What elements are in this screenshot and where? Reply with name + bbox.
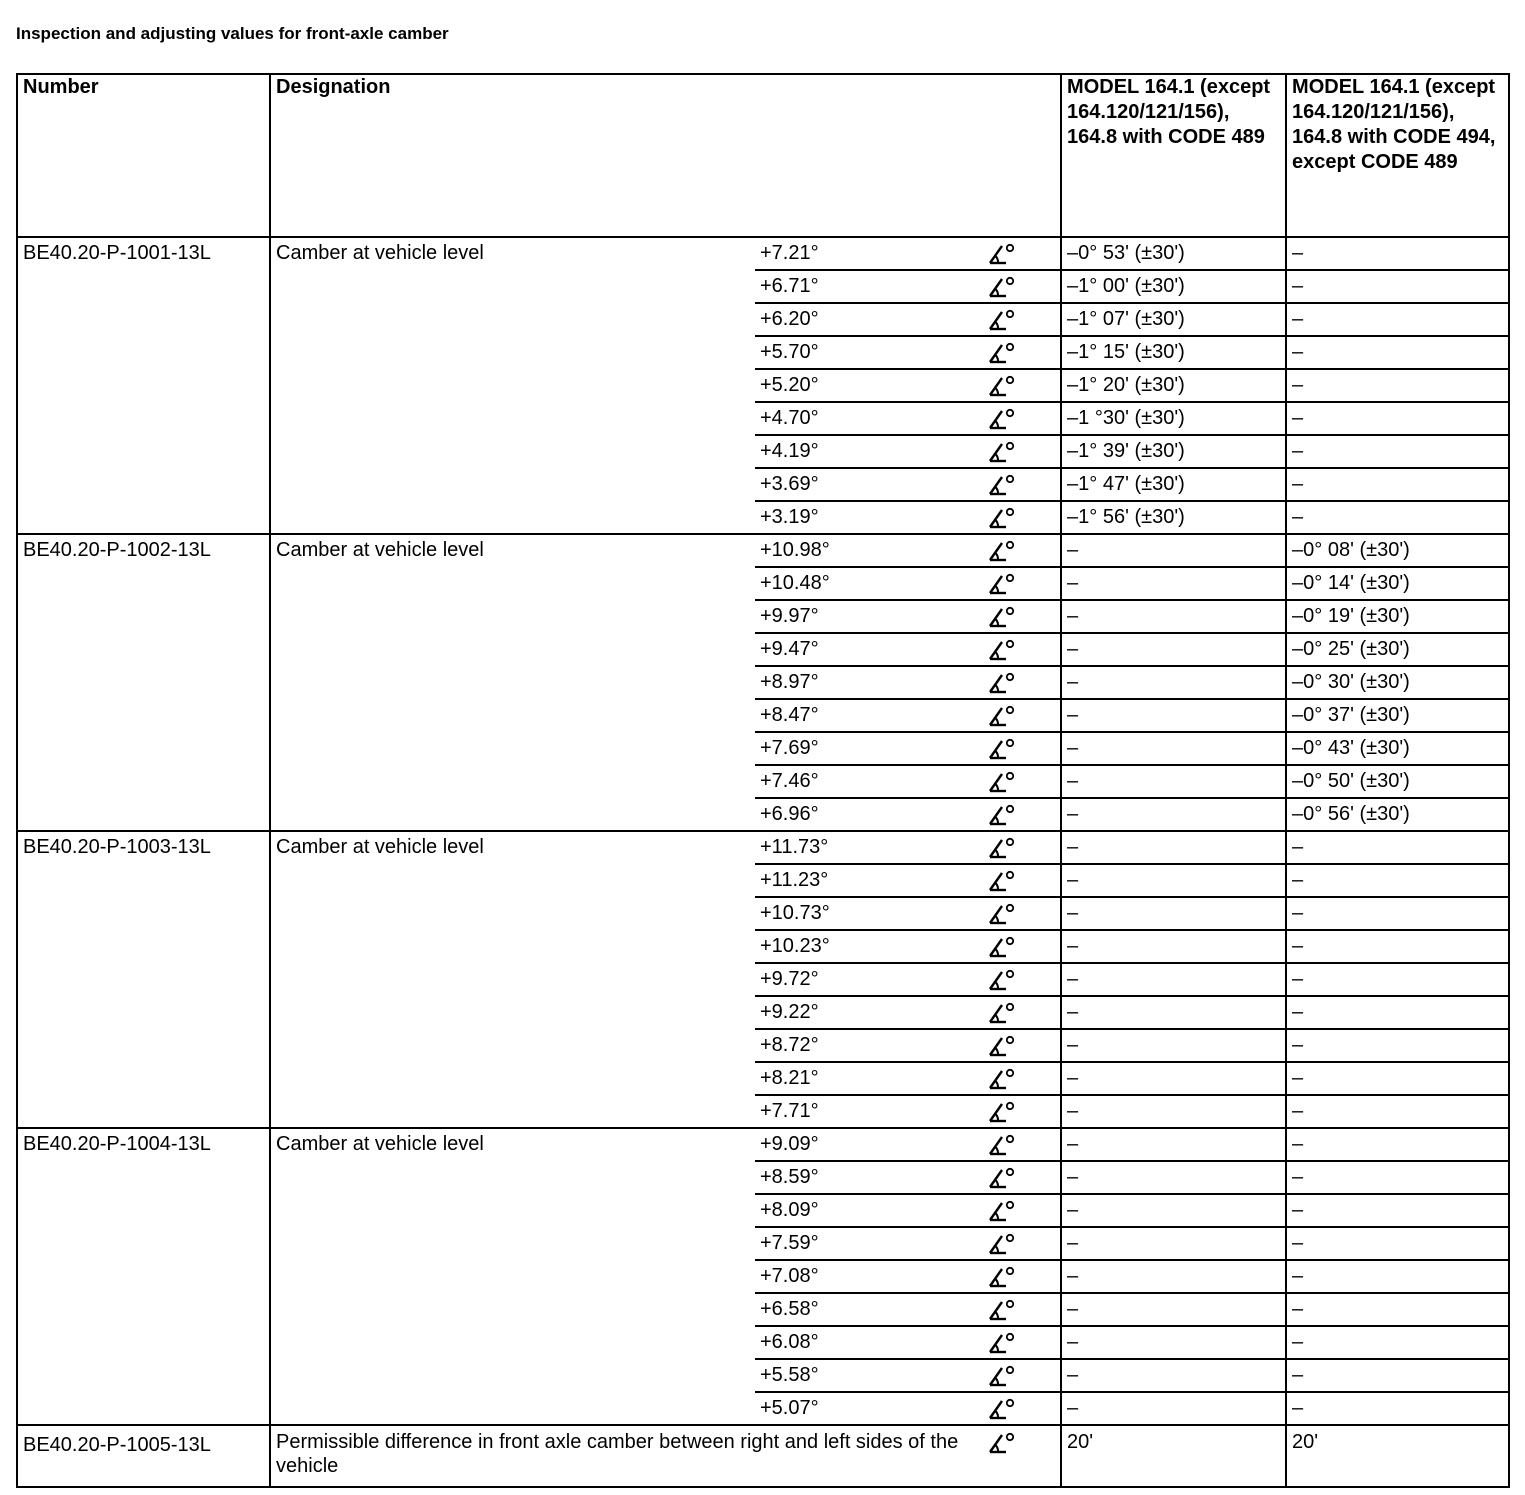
angle-unit-cell [981, 369, 1061, 402]
angle-unit-cell [981, 1392, 1061, 1425]
caster-value: +6.71° [755, 270, 981, 303]
model-1-camber-value: – [1061, 1392, 1286, 1425]
caster-value: +8.72° [755, 1029, 981, 1062]
caster-value: +6.96° [755, 798, 981, 831]
angle-unit-cell [981, 732, 1061, 765]
angle-unit-cell [981, 501, 1061, 534]
model-1-camber-value: –1° 20' (±30') [1061, 369, 1286, 402]
designation-text: Camber at vehicle level [276, 1133, 484, 1155]
caster-value: +11.23° [755, 864, 981, 897]
model-1-camber-value: – [1061, 1359, 1286, 1392]
model-1-camber-value: – [1061, 1260, 1286, 1293]
camber-angle-degree-icon [986, 1199, 1016, 1223]
camber-angle-degree-icon [986, 506, 1016, 530]
camber-angle-degree-icon [986, 869, 1016, 893]
angle-unit-cell [981, 567, 1061, 600]
camber-angle-degree-icon [986, 242, 1016, 266]
model-1-camber-value: – [1061, 798, 1286, 831]
model-2-camber-value: – [1286, 1029, 1509, 1062]
model-1-camber-value: –1° 15' (±30') [1061, 336, 1286, 369]
model-2-camber-value: – [1286, 864, 1509, 897]
model-2-camber-value: – [1286, 336, 1509, 369]
caster-value: +10.73° [755, 897, 981, 930]
cell-number [17, 831, 270, 1128]
model-1-camber-value: –1 °30' (±30') [1061, 402, 1286, 435]
part-number: BE40.20-P-1003-13L [23, 836, 211, 858]
angle-unit-cell [981, 600, 1061, 633]
cell-number [17, 534, 270, 831]
angle-unit-cell [981, 402, 1061, 435]
camber-angle-degree-icon [986, 605, 1016, 629]
cell-number [17, 1425, 270, 1487]
model-1-camber-value: –1° 39' (±30') [1061, 435, 1286, 468]
camber-angle-degree-icon [986, 407, 1016, 431]
angle-unit-cell [981, 1062, 1061, 1095]
model-1-camber-value: – [1061, 1062, 1286, 1095]
caster-value: +10.98° [755, 534, 981, 567]
cell-designation [270, 534, 755, 831]
camber-angle-degree-icon [986, 935, 1016, 959]
caster-value: +6.58° [755, 1293, 981, 1326]
model-2-camber-value: – [1286, 501, 1509, 534]
model-2-camber-value: 20' [1286, 1425, 1509, 1487]
caster-value: +9.72° [755, 963, 981, 996]
model-2-camber-value: – [1286, 1128, 1509, 1161]
part-number: BE40.20-P-1002-13L [23, 539, 211, 561]
designation-text: Camber at vehicle level [276, 836, 484, 858]
camber-angle-degree-icon [986, 638, 1016, 662]
camber-angle-degree-icon [986, 1133, 1016, 1157]
camber-angle-degree-icon [986, 902, 1016, 926]
camber-angle-degree-icon [986, 770, 1016, 794]
camber-angle-degree-icon [986, 1166, 1016, 1190]
cell-designation [270, 831, 755, 1128]
model-2-camber-value: – [1286, 1260, 1509, 1293]
table-header-row [17, 74, 1509, 237]
model-1-camber-value: – [1061, 699, 1286, 732]
angle-unit-cell [981, 1128, 1061, 1161]
camber-angle-degree-icon [986, 1067, 1016, 1091]
model-2-camber-value: –0° 56' (±30') [1286, 798, 1509, 831]
angle-unit-cell [981, 1194, 1061, 1227]
model-2-camber-value: –0° 08' (±30') [1286, 534, 1509, 567]
model-2-camber-value: – [1286, 1062, 1509, 1095]
cell-designation [270, 1425, 981, 1487]
model-2-camber-value: – [1286, 468, 1509, 501]
angle-unit-cell [981, 1260, 1061, 1293]
camber-angle-degree-icon [986, 440, 1016, 464]
camber-angle-degree-icon [986, 1364, 1016, 1388]
angle-unit-cell [981, 633, 1061, 666]
angle-unit-cell [981, 1095, 1061, 1128]
angle-unit-cell [981, 699, 1061, 732]
caster-value: +9.97° [755, 600, 981, 633]
caster-value: +8.09° [755, 1194, 981, 1227]
angle-unit-cell [981, 666, 1061, 699]
model-1-camber-value: – [1061, 963, 1286, 996]
camber-angle-degree-icon [986, 968, 1016, 992]
angle-unit-cell [981, 798, 1061, 831]
caster-value: +9.47° [755, 633, 981, 666]
model-2-camber-value: – [1286, 1326, 1509, 1359]
camber-angle-degree-icon [986, 275, 1016, 299]
model-2-camber-value: – [1286, 369, 1509, 402]
model-2-camber-value: – [1286, 1359, 1509, 1392]
camber-angle-degree-icon [986, 374, 1016, 398]
camber-angle-degree-icon [986, 1298, 1016, 1322]
angle-unit-cell [981, 303, 1061, 336]
camber-angle-degree-icon [986, 1001, 1016, 1025]
model-2-camber-value: –0° 30' (±30') [1286, 666, 1509, 699]
model-1-camber-value: – [1061, 1326, 1286, 1359]
caster-value: +9.22° [755, 996, 981, 1029]
caster-value: +8.97° [755, 666, 981, 699]
caster-value: +7.71° [755, 1095, 981, 1128]
model-2-camber-value: – [1286, 1227, 1509, 1260]
camber-angle-degree-icon [986, 803, 1016, 827]
camber-angle-degree-icon [986, 341, 1016, 365]
camber-angle-degree-icon [986, 572, 1016, 596]
angle-unit-cell [981, 897, 1061, 930]
caster-value: +8.47° [755, 699, 981, 732]
model-1-camber-value: – [1061, 930, 1286, 963]
angle-unit-cell [981, 930, 1061, 963]
designation-text: Permissible difference in front axle camber between right and left sides of the vehicle [276, 1431, 959, 1477]
model-1-camber-value: – [1061, 996, 1286, 1029]
model-1-camber-value: – [1061, 666, 1286, 699]
angle-unit-cell [981, 336, 1061, 369]
angle-unit-cell [981, 1425, 1061, 1487]
model-1-camber-value: – [1061, 633, 1286, 666]
model-1-camber-value: – [1061, 765, 1286, 798]
table-row-permissible-difference [17, 1425, 1509, 1487]
angle-unit-cell [981, 1326, 1061, 1359]
angle-unit-cell [981, 468, 1061, 501]
camber-angle-degree-icon [986, 308, 1016, 332]
camber-angle-degree-icon [986, 1397, 1016, 1421]
angle-unit-cell [981, 534, 1061, 567]
angle-unit-cell [981, 270, 1061, 303]
angle-unit-cell [981, 963, 1061, 996]
camber-angle-degree-icon [986, 1265, 1016, 1289]
model-2-camber-value: –0° 14' (±30') [1286, 567, 1509, 600]
model-1-camber-value: – [1061, 897, 1286, 930]
caster-value: +5.58° [755, 1359, 981, 1392]
model-1-camber-value: – [1061, 567, 1286, 600]
model-1-camber-value: –1° 56' (±30') [1061, 501, 1286, 534]
model-1-camber-value: – [1061, 732, 1286, 765]
caster-value: +3.69° [755, 468, 981, 501]
model-2-camber-value: –0° 25' (±30') [1286, 633, 1509, 666]
camber-angle-degree-icon [986, 671, 1016, 695]
model-2-camber-value: –0° 19' (±30') [1286, 600, 1509, 633]
camber-values-table [16, 73, 1510, 1488]
caster-value: +5.07° [755, 1392, 981, 1425]
model-2-camber-value: – [1286, 963, 1509, 996]
caster-value: +10.48° [755, 567, 981, 600]
table-row [17, 831, 1509, 864]
camber-angle-degree-icon [986, 1431, 1016, 1455]
model-2-camber-value: –0° 43' (±30') [1286, 732, 1509, 765]
caster-value: +4.70° [755, 402, 981, 435]
part-number: BE40.20-P-1004-13L [23, 1133, 211, 1155]
model-2-camber-value: – [1286, 435, 1509, 468]
header-number: Number [17, 74, 270, 237]
caster-value: +10.23° [755, 930, 981, 963]
model-2-camber-value: – [1286, 1161, 1509, 1194]
caster-value: +9.09° [755, 1128, 981, 1161]
part-number: BE40.20-P-1005-13L [23, 1434, 211, 1456]
model-2-camber-value: – [1286, 996, 1509, 1029]
model-1-camber-value: – [1061, 864, 1286, 897]
caster-value: +4.19° [755, 435, 981, 468]
caster-value: +5.70° [755, 336, 981, 369]
angle-unit-cell [981, 831, 1061, 864]
header-designation: Designation [270, 74, 1061, 237]
model-2-camber-value: – [1286, 1194, 1509, 1227]
table-row [17, 237, 1509, 270]
camber-angle-degree-icon [986, 737, 1016, 761]
model-1-camber-value: – [1061, 1029, 1286, 1062]
model-1-camber-value: –0° 53' (±30') [1061, 237, 1286, 270]
caster-value: +7.69° [755, 732, 981, 765]
designation-text: Camber at vehicle level [276, 242, 484, 264]
angle-unit-cell [981, 237, 1061, 270]
model-2-camber-value: – [1286, 402, 1509, 435]
model-1-camber-value: – [1061, 1128, 1286, 1161]
caster-value: +6.08° [755, 1326, 981, 1359]
caster-value: +5.20° [755, 369, 981, 402]
model-2-camber-value: – [1286, 831, 1509, 864]
angle-unit-cell [981, 1161, 1061, 1194]
model-1-camber-value: – [1061, 1095, 1286, 1128]
model-1-camber-value: –1° 07' (±30') [1061, 303, 1286, 336]
model-1-camber-value: – [1061, 831, 1286, 864]
model-2-camber-value: – [1286, 237, 1509, 270]
model-2-camber-value: – [1286, 303, 1509, 336]
caster-value: +6.20° [755, 303, 981, 336]
camber-angle-degree-icon [986, 1100, 1016, 1124]
camber-angle-degree-icon [986, 1331, 1016, 1355]
angle-unit-cell [981, 435, 1061, 468]
model-2-camber-value: – [1286, 897, 1509, 930]
cell-designation [270, 1128, 755, 1425]
caster-value: +7.08° [755, 1260, 981, 1293]
header-model-2: MODEL 164.1 (except 164.120/121/156), 164.8 with CODE 494, except CODE 489 [1286, 74, 1509, 237]
caster-value: +3.19° [755, 501, 981, 534]
model-2-camber-value: – [1286, 270, 1509, 303]
model-2-camber-value: –0° 50' (±30') [1286, 765, 1509, 798]
model-1-camber-value: –1° 00' (±30') [1061, 270, 1286, 303]
caster-value: +11.73° [755, 831, 981, 864]
camber-angle-degree-icon [986, 836, 1016, 860]
angle-unit-cell [981, 1227, 1061, 1260]
model-1-camber-value: – [1061, 1194, 1286, 1227]
part-number: BE40.20-P-1001-13L [23, 242, 211, 264]
table-row [17, 1128, 1509, 1161]
angle-unit-cell [981, 765, 1061, 798]
model-2-camber-value: – [1286, 1095, 1509, 1128]
cell-designation [270, 237, 755, 534]
camber-angle-degree-icon [986, 1034, 1016, 1058]
camber-angle-degree-icon [986, 704, 1016, 728]
model-1-camber-value: – [1061, 1293, 1286, 1326]
model-1-camber-value: – [1061, 534, 1286, 567]
angle-unit-cell [981, 1029, 1061, 1062]
model-1-camber-value: – [1061, 600, 1286, 633]
angle-unit-cell [981, 996, 1061, 1029]
camber-angle-degree-icon [986, 1232, 1016, 1256]
designation-text: Camber at vehicle level [276, 539, 484, 561]
model-1-camber-value: –1° 47' (±30') [1061, 468, 1286, 501]
header-model-1: MODEL 164.1 (except 164.120/121/156), 164.8 with CODE 489 [1061, 74, 1286, 237]
model-1-camber-value: – [1061, 1227, 1286, 1260]
caster-value: +7.21° [755, 237, 981, 270]
caster-value: +7.46° [755, 765, 981, 798]
angle-unit-cell [981, 1359, 1061, 1392]
document-title: Inspection and adjusting values for front-axle camber [16, 24, 449, 43]
camber-angle-degree-icon [986, 539, 1016, 563]
table-body [17, 237, 1509, 1487]
cell-number [17, 1128, 270, 1425]
caster-value: +7.59° [755, 1227, 981, 1260]
model-1-camber-value: 20' [1061, 1425, 1286, 1487]
model-2-camber-value: – [1286, 1293, 1509, 1326]
model-2-camber-value: –0° 37' (±30') [1286, 699, 1509, 732]
model-2-camber-value: – [1286, 1392, 1509, 1425]
angle-unit-cell [981, 864, 1061, 897]
cell-number [17, 237, 270, 534]
model-1-camber-value: – [1061, 1161, 1286, 1194]
model-2-camber-value: – [1286, 930, 1509, 963]
camber-angle-degree-icon [986, 473, 1016, 497]
caster-value: +8.59° [755, 1161, 981, 1194]
angle-unit-cell [981, 1293, 1061, 1326]
table-row [17, 534, 1509, 567]
caster-value: +8.21° [755, 1062, 981, 1095]
